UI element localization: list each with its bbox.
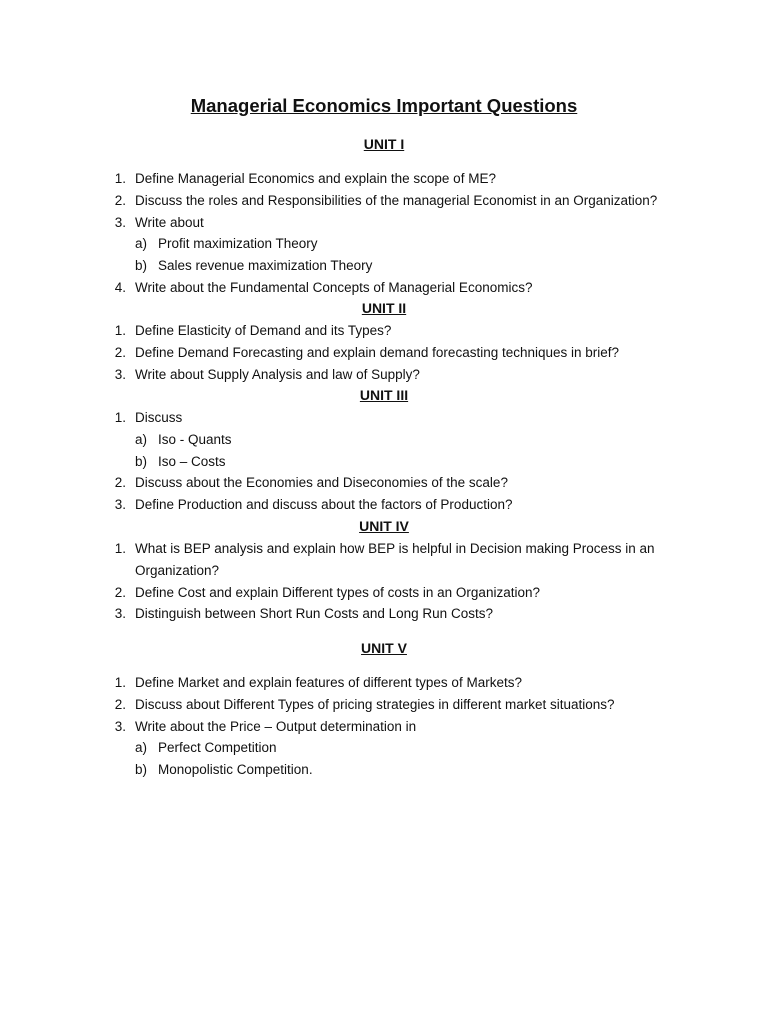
sub-question-letter: a) [135,431,148,447]
sub-question-text: Sales revenue maximization Theory [158,258,373,274]
question-number: 2. [114,344,126,360]
question-text: Discuss about Different Types of pricing strategies in different market situations? [135,696,615,712]
question-number: 2. [114,696,126,712]
document-title: Managerial Economics Important Questions [190,95,578,116]
question-item [0,538,768,582]
question-item [0,342,768,364]
sub-question-text: Iso - Quants [158,431,232,447]
question-number: 3. [114,606,126,622]
unit-heading: UNIT IV [359,518,409,534]
question-text: Define Managerial Economics and explain the scope of ME? [135,171,496,186]
sub-question-list [0,737,768,781]
question-text: Define Elasticity of Demand and its Types? [135,323,392,338]
question-number: 4. [114,279,126,295]
question-text: Define Production and discuss about the factors of Production? [135,497,513,513]
unit-1-question-list [0,168,768,299]
unit-3-question-list [0,407,768,516]
question-item [0,407,768,472]
question-number: 2. [114,475,126,491]
sub-question-list [0,429,768,473]
sub-question-item [0,737,768,759]
sub-question-letter: a) [135,236,148,252]
question-item [0,716,768,781]
sub-question-letter: b) [135,258,148,274]
sub-question-item [0,233,768,255]
question-text: Define Demand Forecasting and explain demand forecasting techniques in brief? [135,344,620,360]
sub-question-text: Iso – Costs [158,453,226,469]
unit-heading: UNIT II [361,300,407,316]
question-number: 1. [114,171,126,186]
question-text: Write about the Fundamental Concepts of Managerial Economics? [135,279,533,295]
question-text: Write about Supply Analysis and law of Supply? [135,366,420,382]
sub-question-text: Profit maximization Theory [158,236,318,252]
unit-5-question-list [0,672,768,781]
unit-1-heading-wrap [0,134,768,154]
question-text: Write about [135,214,204,230]
unit-heading: UNIT III [359,387,409,403]
unit-3-heading-wrap [0,385,768,405]
question-text: Discuss the roles and Responsibilities of the managerial Economist in an Organization? [135,192,658,208]
unit-heading: UNIT I [363,136,405,152]
question-item [0,472,768,494]
question-item [0,277,768,299]
sub-question-letter: a) [135,740,148,756]
question-item [0,494,768,516]
sub-question-text: Perfect Competition [158,740,277,756]
question-text: Discuss about the Economies and Diseconomies of the scale? [135,475,508,491]
question-text: What is BEP analysis and explain how BEP is helpful in Decision making Process in an Organization? [135,541,655,578]
unit-2-heading-wrap [0,298,768,318]
sub-question-text: Monopolistic Competition. [158,762,313,778]
question-item [0,582,768,604]
question-item [0,168,768,190]
sub-question-item [0,759,768,781]
question-number: 1. [114,541,126,556]
unit-4-heading-wrap [0,516,768,536]
question-text: Distinguish between Short Run Costs and Long Run Costs? [135,606,493,622]
question-item [0,320,768,342]
question-text: Define Market and explain features of different types of Markets? [135,675,522,690]
unit-4-question-list [0,538,768,625]
question-number: 2. [114,584,126,600]
sub-question-letter: b) [135,762,148,778]
question-number: 2. [114,192,126,208]
question-text: Discuss [135,410,183,425]
question-number: 3. [114,214,126,230]
sub-question-letter: b) [135,453,148,469]
question-text: Write about the Price – Output determination in [135,718,417,734]
question-number: 1. [114,675,126,690]
question-text: Define Cost and explain Different types of costs in an Organization? [135,584,540,600]
question-item [0,364,768,386]
unit-heading: UNIT V [361,640,407,656]
question-number: 3. [114,718,126,734]
question-item [0,212,768,277]
question-number: 1. [114,410,126,425]
question-item [0,672,768,694]
sub-question-item [0,451,768,473]
sub-question-item [0,255,768,277]
question-item [0,603,768,625]
unit-2-question-list [0,320,768,385]
sub-question-list [0,233,768,277]
question-item [0,190,768,212]
question-item [0,694,768,716]
question-number: 1. [114,323,126,338]
unit-5-heading-wrap [0,638,768,658]
question-number: 3. [114,497,126,513]
sub-question-item [0,429,768,451]
question-number: 3. [114,366,126,382]
